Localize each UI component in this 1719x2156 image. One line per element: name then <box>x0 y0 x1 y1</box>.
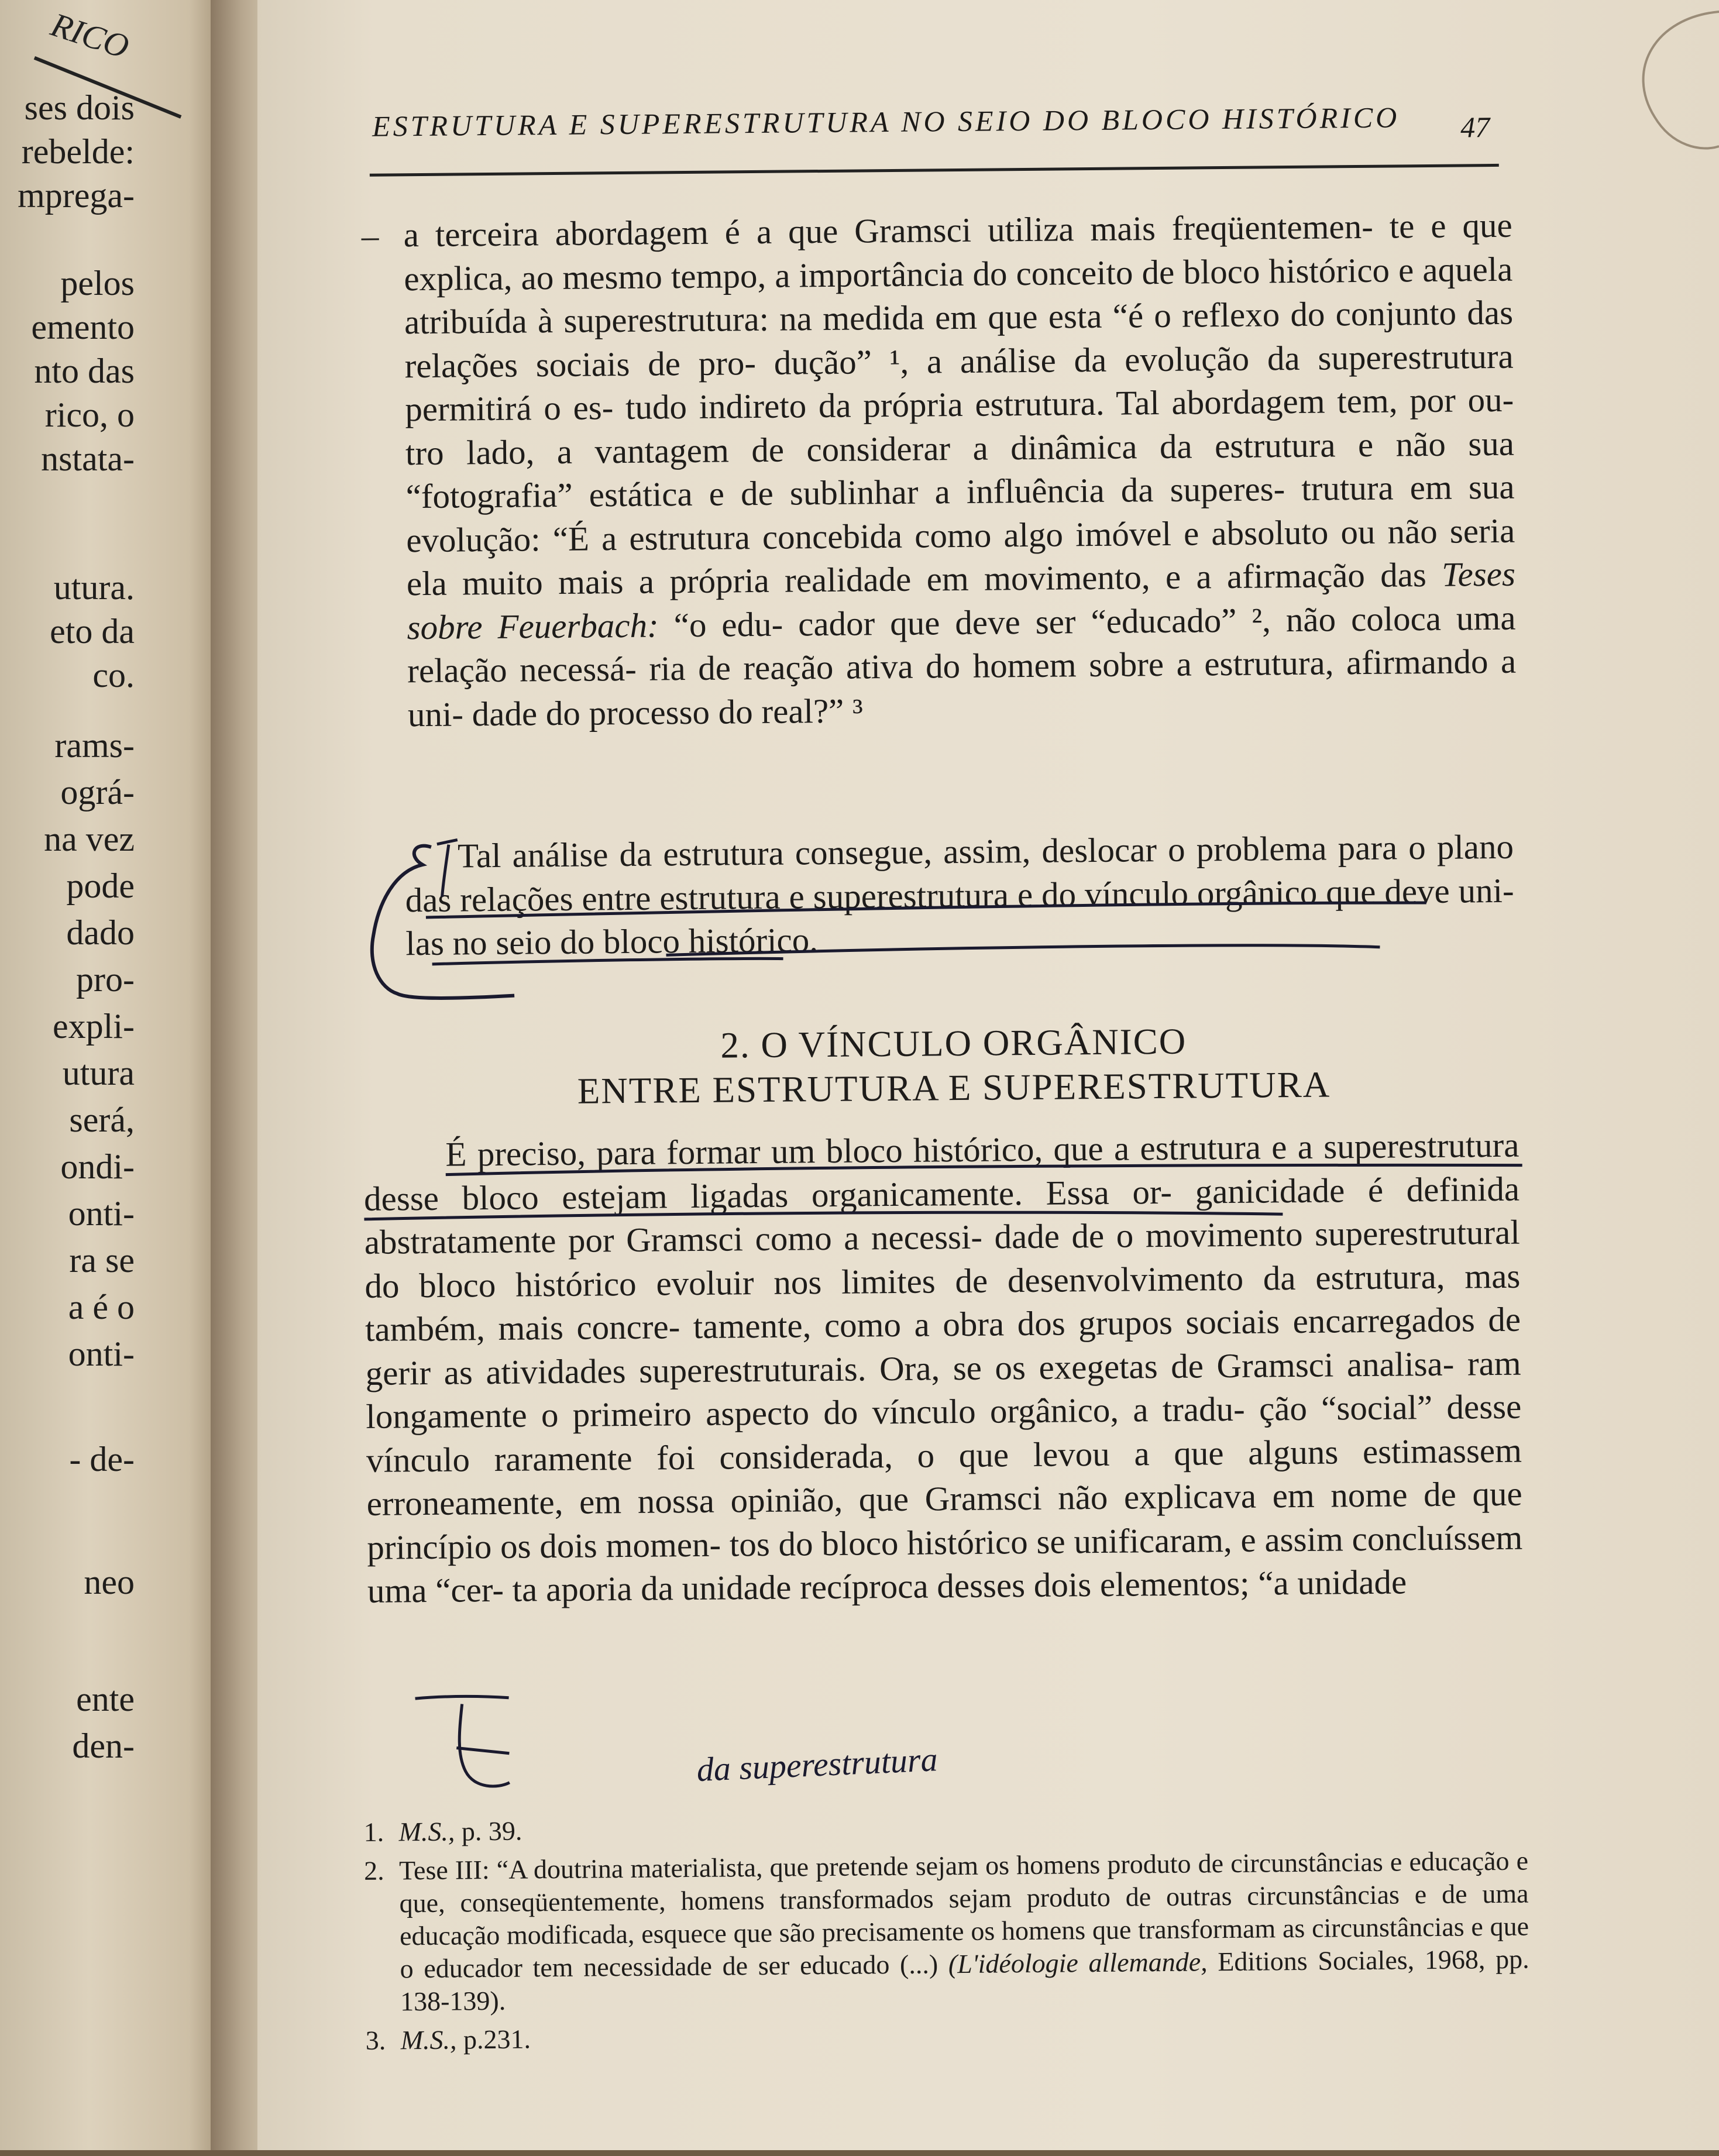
underline-aporia <box>415 1696 509 1698</box>
page-content <box>248 0 1719 2156</box>
para1-line: dução” ¹, a análise da evolução da superestrutura permitirá o es- <box>405 336 1514 429</box>
footnote-text: p. 39. <box>455 1815 522 1846</box>
para3-line: ram longamente o primeiro aspecto do vínculo orgânico, a tradu- <box>366 1343 1521 1436</box>
left-page-line: será, <box>69 1101 135 1139</box>
footnote-source: M.S., <box>400 2024 457 2055</box>
para1-line: a terceira abordagem é a que Gramsci utiliza mais freqüentemen- <box>403 207 1390 255</box>
section-heading <box>380 1016 1528 1115</box>
section-heading-line-2: ENTRE ESTRUTURA E SUPERESTRUTURA <box>577 1064 1331 1112</box>
left-page-line: ográ- <box>60 773 135 811</box>
left-page-line: nto das <box>34 352 135 390</box>
para1-line: tudo indireto da própria estrutura. Tal abordagem tem, por ou- <box>625 380 1514 427</box>
footnote-text: Tese III: “A doutrina materialista, que pretende sejam os homens produto de circunstâncias e educação e que, conseqüentemente, homens transformados sejam produto de outras circunstâncias e de uma educação modificada, esquece que são precisamente os homens que transformam as circunstâncias e que o educador tem necessidade de ser educado (...) <box>398 1845 1529 1984</box>
para3-line: Gramsci não explicava em nome de que princípio os dois momen- <box>367 1474 1522 1567</box>
para1-line: trutura em sua evolução: “É a estrutura concebida como algo <box>406 467 1515 559</box>
left-page-line: mprega- <box>18 176 135 215</box>
footnote-3 <box>365 2014 1529 2057</box>
left-page-line: na vez <box>44 820 135 858</box>
para1-line: sua “fotografia” estática e de sublinhar a influência da superes- <box>405 424 1515 516</box>
left-page-line: ondi- <box>60 1147 135 1186</box>
para3-line: ganicidade é definida abstratamente por Gramsci como a necessi- <box>364 1169 1520 1261</box>
para3-line: que alguns estimassem erroneamente, em nossa opinião, que <box>366 1431 1522 1523</box>
para2-line: para o plano das relações entre estrutura e superestrutura e do <box>405 827 1514 919</box>
left-running-head-fragment: RICO <box>46 5 134 66</box>
para1-end-line: ria de reação ativa do homem sobre a estrutura, afirmando a uni- <box>407 641 1517 734</box>
left-page-line: - de- <box>69 1440 135 1478</box>
left-page-line: co. <box>92 656 135 694</box>
handwritten-arrow-mark <box>456 1704 510 1787</box>
left-page-line: ra se <box>69 1241 135 1280</box>
para1-end-line: dade do processo do real?” ³ <box>472 690 864 733</box>
paragraph-text <box>363 1123 1523 1613</box>
left-page-line: ses dois <box>24 88 135 127</box>
para1-line-11-start: em movimento, e a afirmação das <box>926 555 1442 599</box>
right-page <box>257 0 1719 2150</box>
para2-line: Tal análise da estrutura consegue, assim, deslocar o problema <box>457 828 1338 875</box>
page-number: 47 <box>1460 111 1490 144</box>
running-head: ESTRUTURA E SUPERESTRUTURA NO SEIO DO BLOCO HISTÓRICO <box>372 101 1400 143</box>
para3-line: tamente, como a obra dos grupos sociais encarregados de gerir as <box>365 1299 1521 1392</box>
footnote-source: M.S., <box>398 1816 455 1847</box>
footnote-source: (L'idéologie allemande, <box>948 1947 1208 1979</box>
footnotes <box>363 1806 1530 2063</box>
para3-line: tos do bloco histórico se unificaram, e assim concluíssem uma “cer- <box>367 1518 1523 1610</box>
handwritten-note: da superestrutura <box>696 1740 938 1789</box>
left-page-line: neo <box>84 1563 135 1601</box>
left-page-line: a é o <box>68 1288 135 1326</box>
left-page-line: dado <box>66 913 135 952</box>
para3-line: limites de desenvolvimento da estrutura, mas também, mais concre- <box>365 1256 1521 1349</box>
left-page-line: rico, o <box>44 396 135 434</box>
para3-line: atividades superestruturais. Ora, se os exegetas de Gramsci analisa- <box>486 1343 1468 1391</box>
para1-line: te e que explica, ao mesmo tempo, a importância do conceito de <box>404 205 1512 298</box>
left-facing-page <box>0 0 222 2150</box>
left-page-line: pro- <box>76 960 135 999</box>
footnote-2 <box>364 1845 1529 2019</box>
para1-line: imóvel e absoluto ou não seria ela muito mais a própria realidade <box>406 511 1515 603</box>
left-page-line: pelos <box>60 264 135 302</box>
paragraph-analysis <box>405 825 1515 965</box>
para3-line: ta aporia da unidade recíproca desses dois elementos; “a unidade <box>512 1562 1407 1609</box>
para1-lines <box>403 206 1515 603</box>
footnote-number: 1. <box>363 1817 384 1847</box>
list-dash: – <box>361 216 379 255</box>
left-page-line: pode <box>66 866 135 905</box>
left-page-line: den- <box>72 1727 135 1765</box>
paragraph-third-approach <box>403 204 1517 737</box>
para3-line: dade de o movimento superestrutural do bloco histórico evoluir nos <box>365 1212 1521 1305</box>
left-page-line: onti- <box>68 1335 135 1373</box>
para3-line: É preciso, para formar um bloco histórico, que a estrutura e a <box>445 1127 1324 1174</box>
footnote-number: 2. <box>363 1855 384 1886</box>
para3-line: superestrutura desse bloco estejam ligadas organicamente. Essa or- <box>363 1125 1519 1218</box>
paragraph-text <box>405 825 1515 965</box>
left-page-line: utura <box>62 1054 135 1092</box>
footnote-number: 3. <box>365 2025 386 2055</box>
section-heading-line-1: 2. O VÍNCULO ORGÂNICO <box>720 1020 1187 1066</box>
left-page-line: eto da <box>50 612 135 651</box>
left-page-line: rebelde: <box>21 132 135 171</box>
paragraph-text <box>403 204 1517 737</box>
para1-line-11-end: “o edu- <box>658 604 783 644</box>
para3-line: ção “social” desse vínculo raramente foi considerada, o que levou a <box>366 1387 1522 1480</box>
left-page-line: onti- <box>68 1194 135 1233</box>
footnote-text-end: Editions Sociales, 1968, pp. 138-139). <box>400 1944 1529 2017</box>
left-page-line: rams- <box>54 726 135 765</box>
left-page-line: expli- <box>53 1007 135 1046</box>
para1-line: tro lado, a vantagem de considerar a dinâmica da estrutura e não <box>405 424 1469 472</box>
left-page-line: utura. <box>53 568 135 607</box>
para1-line-11-italic: Teses sobre Feuerbach: <box>407 554 1516 647</box>
left-page-line: nstata- <box>41 439 135 478</box>
left-page-line: emento <box>31 308 135 346</box>
paragraph-organic-link <box>363 1123 1523 1613</box>
para1-line: em que esta “é o reflexo do conjunto das relações sociais de pro- <box>404 293 1514 385</box>
left-page-line: ente <box>76 1680 135 1718</box>
footnote-text: p.231. <box>456 2024 531 2055</box>
footnote-1 <box>363 1806 1528 1849</box>
para1-end-line: cador que deve ser “educado” ², não coloca uma relação necessá- <box>407 598 1516 690</box>
header-rule <box>370 164 1499 177</box>
para2-line: vínculo orgânico que deve uni-las no seio do bloco histórico. <box>405 871 1514 963</box>
para1-line: bloco histórico e aquela atribuída à superestrutura: na medida <box>404 249 1513 342</box>
